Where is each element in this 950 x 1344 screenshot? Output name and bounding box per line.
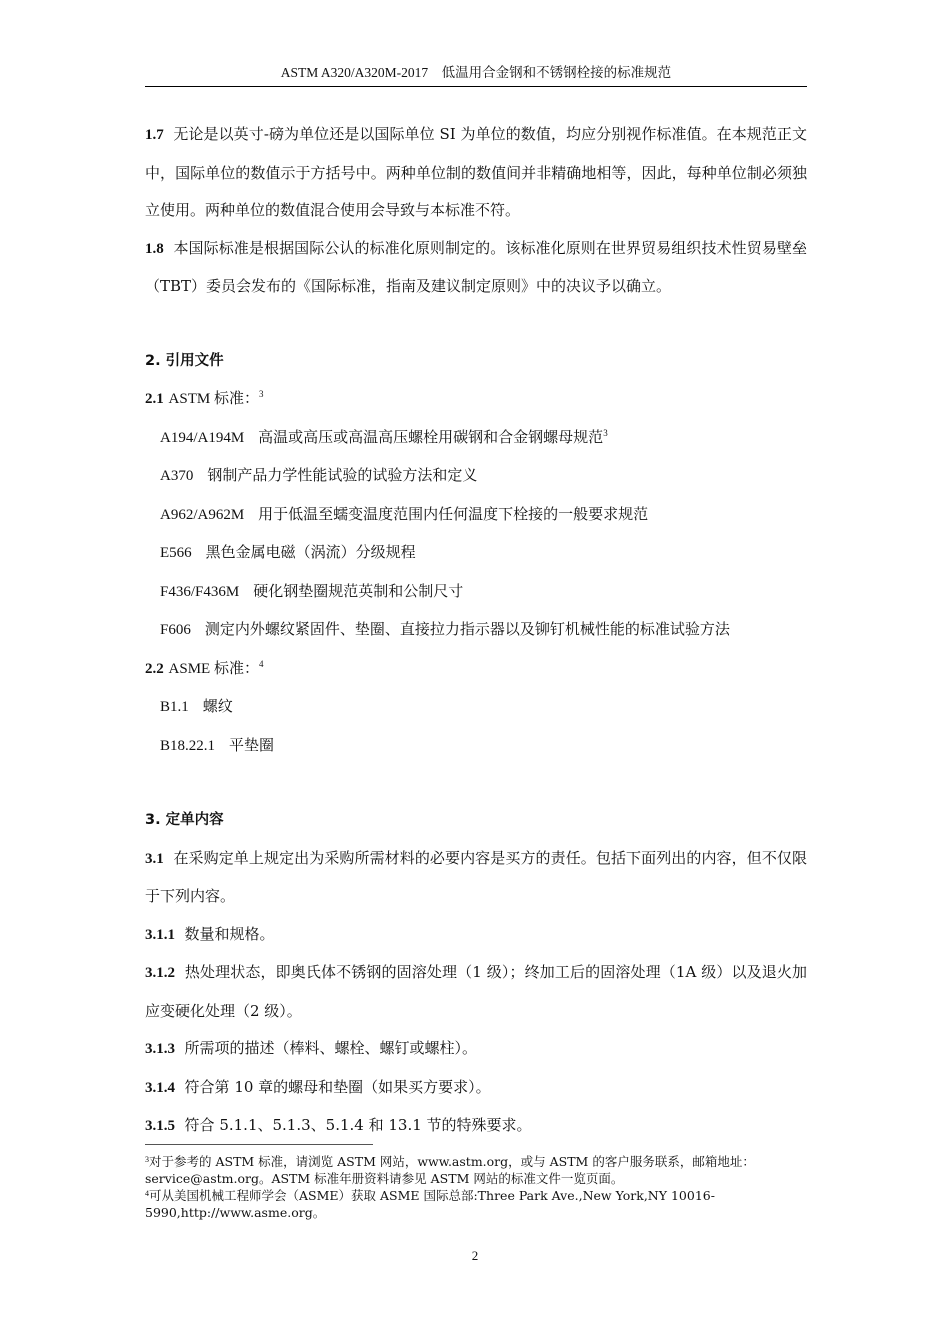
footnote-mark: 4 [145, 1189, 149, 1198]
footnotes [145, 1153, 807, 1221]
paragraph-number: 3.1.3 [145, 1041, 175, 1057]
footnote-ref: 3 [603, 427, 608, 438]
paragraph-3-1 [145, 840, 807, 916]
reference-item [145, 419, 807, 458]
footnote-3 [145, 1153, 807, 1187]
reference-code: A194/A194M [160, 429, 245, 446]
reference-code: B1.1 [160, 699, 189, 715]
paragraph-text: 符合第 10 章的螺母和垫圈（如果买方要求）。 [184, 1077, 491, 1096]
reference-code: E566 [160, 545, 192, 561]
paragraph-number: 3.1.4 [145, 1079, 175, 1096]
reference-title: 测定内外螺纹紧固件、垫圈、直接拉力指示器以及铆钉机械性能的标准试验方法 [204, 620, 730, 638]
footnote-rule [145, 1144, 373, 1145]
paragraph-number: 3.1.5 [145, 1118, 175, 1134]
paragraph-number: 3.1.2 [145, 965, 175, 981]
paragraph-3-1-5 [145, 1107, 807, 1146]
footnote-ref: 4 [258, 658, 264, 669]
reference-item [145, 611, 807, 650]
footnote-ref: 3 [258, 389, 264, 399]
paragraph-text: 本国际标准是根据国际公认的标准化原则制定的。该标准化原则在世界贸易组织技术性贸易壁垒（TBT）委员会发布的《国际标准，指南及建议制定原则》中的决议予以确立。 [145, 238, 807, 295]
page-number: 2 [471, 1248, 479, 1263]
reference-title: 用于低温至蠕变温度范围内任何温度下栓接的一般要求规范 [258, 504, 649, 523]
paragraph-3-1-4 [145, 1069, 807, 1108]
paragraph-number: 3.1 [145, 850, 164, 867]
paragraph-number: 1.7 [145, 127, 164, 143]
reference-code: A370 [160, 468, 194, 484]
reference-title: 硬化钢垫圈规范英制和公制尺寸 [253, 581, 464, 600]
reference-code: A962/A962M [160, 506, 245, 523]
reference-code: F436/F436M [160, 583, 240, 600]
paragraph-number: 1.8 [145, 240, 164, 257]
paragraph-1-8 [145, 230, 807, 306]
paragraph-text: 符合 5.1.1、5.1.3、5.1.4 和 13.1 节的特殊要求。 [184, 1116, 532, 1134]
subsection-2-2 [145, 650, 807, 689]
footnote-text: 可从美国机械工程师学会（ASME）获取 ASME 国际总部:Three Park Ave.,New York,NY 10016-5990,http://www.asme.org。 [145, 1188, 715, 1220]
subsection-label: ASME 标准： [168, 660, 259, 677]
reference-title: 螺纹 [202, 697, 233, 715]
paragraph-number: 2.1 [145, 391, 164, 407]
page-body [145, 116, 807, 1146]
reference-item [145, 688, 807, 727]
paragraph-3-1-3 [145, 1030, 807, 1069]
paragraph-number: 3.1.1 [145, 926, 175, 943]
reference-item [145, 727, 807, 766]
reference-title: 黑色金属电磁（涡流）分级规程 [205, 543, 416, 561]
reference-code: F606 [160, 622, 191, 638]
reference-item [145, 573, 807, 612]
reference-title: 高温或高压或高温高压螺栓用碳钢和合金钢螺母规范 [258, 427, 604, 446]
reference-item [145, 496, 807, 535]
page-header: ASTM A320/A320M-2017 低温用合金钢和不锈钢栓接的标准规范 [280, 65, 672, 80]
reference-item [145, 457, 807, 496]
paragraph-text: 热处理状态，即奥氏体不锈钢的固溶处理（1 级）；终加工后的固溶处理（1A 级）以及退火加应变硬化处理（2 级）。 [145, 963, 807, 1020]
subsection-label: ASTM 标准： [168, 391, 259, 407]
paragraph-3-1-1 [145, 916, 807, 955]
paragraph-number: 2.2 [145, 660, 164, 677]
subsection-2-1 [145, 380, 807, 419]
footnote-4 [145, 1187, 807, 1221]
reference-title: 平垫圈 [229, 735, 275, 754]
paragraph-3-1-2 [145, 954, 807, 1030]
paragraph-text: 无论是以英寸-磅为单位还是以国际单位 SI 为单位的数值，均应分别视作标准值。在本规范正文中，国际单位的数值示于方括号中。两种单位制的数值间并非精确地相等，因此，每种单位制必须独立使用。两种单位的数值混合使用会导致与本标准不符。 [145, 125, 807, 219]
footnote-text: 对于参考的 ASTM 标准，请浏览 ASTM 网站，www.astm.org，或与 ASTM 的客户服务联系，邮箱地址：service@astm.org。ASTM 标准年册资料请参见 ASTM 网站的标准文件一览页面。 [145, 1154, 755, 1186]
section-title-2: 2. 引用文件 [145, 352, 224, 369]
reference-code: B18.22.1 [160, 737, 216, 754]
paragraph-text: 所需项的描述（棒料、螺栓、螺钉或螺柱）。 [184, 1039, 478, 1057]
reference-title: 钢制产品力学性能试验的试验方法和定义 [207, 466, 478, 484]
paragraph-1-7 [145, 116, 807, 230]
paragraph-text: 数量和规格。 [184, 924, 275, 943]
paragraph-text: 在采购定单上规定出为采购所需材料的必要内容是买方的责任。包括下面列出的内容，但不仅限于下列内容。 [145, 848, 807, 905]
section-title-3: 3. 定单内容 [145, 812, 224, 828]
reference-item [145, 534, 807, 573]
header-rule [145, 86, 807, 87]
footnote-mark: 3 [145, 1155, 149, 1164]
